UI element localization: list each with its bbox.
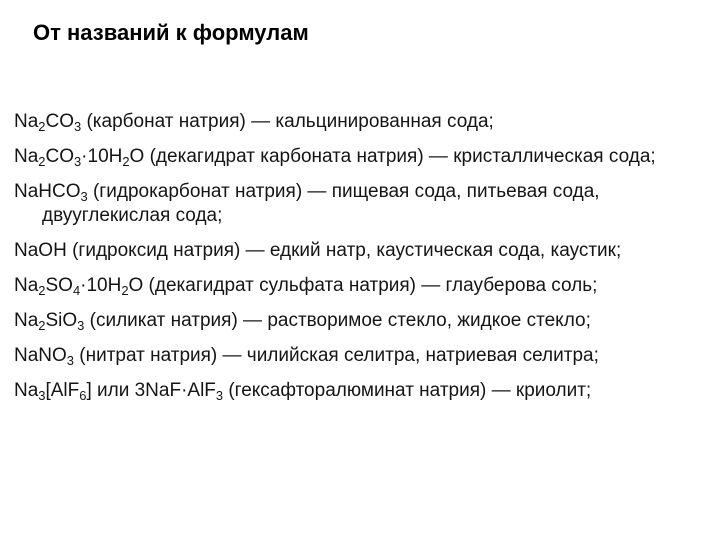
chemical-formula — [14, 181, 88, 205]
formula-description: (нитрат натрия) — чилийская селитра, натриевая селитра; — [73, 345, 599, 366]
formula-subscript: 2 — [38, 283, 46, 299]
formula-text: Na — [14, 380, 39, 401]
formula-description: (гидрокарбонат натрия) — пищевая сода, питьевая сода, двууглекислая сода; — [42, 181, 600, 226]
formula-description: (карбонат натрия) — кальцинированная сода; — [81, 111, 494, 132]
formula-description: (декагидрат карбоната натрия) — кристаллическая сода; — [144, 146, 656, 167]
chemical-formula — [14, 310, 85, 334]
chemical-formula — [14, 345, 74, 369]
formula-text: CO — [45, 146, 74, 167]
formula-text: SiO — [45, 310, 78, 331]
formula-description: (силикат натрия) — растворимое стекло, жидкое стекло; — [84, 310, 591, 331]
formula-entry — [14, 274, 704, 298]
formula-text: Na — [14, 146, 39, 167]
chemical-formula — [14, 380, 224, 404]
chemical-formula — [14, 240, 67, 261]
formula-text: O — [129, 146, 145, 167]
formula-text: NaOH — [14, 240, 67, 261]
formula-subscript: 4 — [72, 283, 81, 299]
formula-text: O — [128, 275, 144, 296]
formula-text: NaNO — [14, 345, 67, 366]
chemical-formula — [14, 275, 144, 299]
formula-description: (гидроксид натрия) — едкий натр, каустическая сода, каустик; — [66, 240, 622, 261]
formula-text: ·10H — [81, 146, 123, 167]
formula-entry — [14, 110, 704, 134]
formula-description: (декагидрат сульфата натрия) — глауберова соль; — [143, 275, 598, 296]
formula-subscript: 2 — [121, 283, 129, 299]
formula-subscript: 3 — [73, 119, 82, 135]
formula-subscript: 3 — [66, 353, 74, 369]
formula-subscript: 3 — [215, 388, 224, 404]
formula-entry — [14, 309, 704, 333]
formula-entry — [14, 145, 704, 169]
formula-subscript: 2 — [38, 318, 46, 334]
page-title: От названий к формулам — [33, 20, 309, 45]
formula-description: (гексафторалюминат натрия) — криолит; — [223, 380, 592, 401]
formula-entry — [14, 344, 704, 368]
formula-entry — [14, 180, 704, 228]
formula-list — [14, 110, 704, 414]
formula-subscript: 2 — [38, 119, 46, 135]
formula-text: SO — [45, 275, 73, 296]
formula-text: Na — [14, 310, 39, 331]
formula-text: Na — [14, 111, 39, 132]
formula-subscript: 3 — [38, 388, 46, 404]
formula-subscript: 3 — [80, 189, 88, 205]
formula-subscript: 3 — [73, 154, 82, 170]
formula-text: Na — [14, 275, 39, 296]
formula-subscript: 2 — [38, 154, 46, 170]
formula-subscript: 2 — [122, 154, 130, 170]
chemical-formula — [14, 111, 82, 135]
formula-text: ·10H — [80, 275, 122, 296]
formula-text: CO — [45, 111, 74, 132]
formula-subscript: 3 — [77, 318, 85, 334]
formula-text: [AlF — [45, 380, 80, 401]
formula-text: ] или 3NaF·AlF — [86, 380, 216, 401]
formula-entry — [14, 379, 704, 403]
chemical-formula — [14, 146, 145, 170]
formula-entry — [14, 239, 704, 263]
formula-subscript: 6 — [79, 388, 87, 404]
formula-text: NaHCO — [14, 181, 81, 202]
